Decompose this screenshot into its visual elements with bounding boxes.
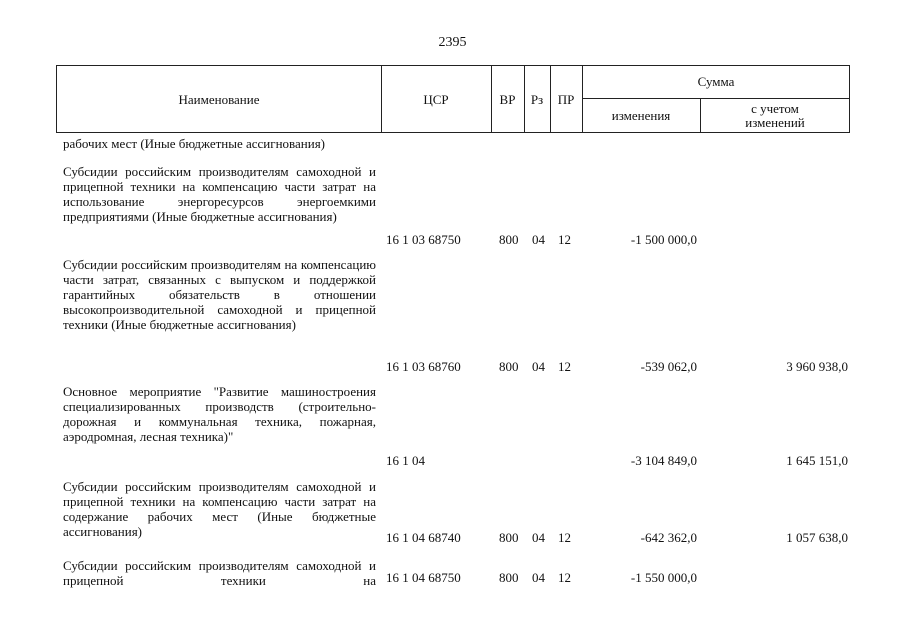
row-rz: 04: [532, 530, 545, 545]
row-csr: 16 1 04: [386, 453, 425, 468]
row-csr: 16 1 03 68750: [386, 232, 461, 247]
header-changes: изменения: [611, 108, 671, 123]
row-total: 3 960 938,0: [786, 359, 848, 374]
row-change: -1 500 000,0: [630, 232, 697, 247]
row-pr: 12: [558, 570, 571, 585]
row-vr: 800: [499, 570, 519, 585]
row-change: -1 550 000,0: [630, 570, 697, 585]
header-with-changes: с учетом изменений: [745, 101, 805, 130]
row-pr: 12: [558, 530, 571, 545]
row-vr: 800: [499, 232, 519, 247]
header-rz: Рз: [530, 92, 544, 107]
row-name: Субсидии российским производителям самоходной и прицепной техники на компенсацию части затрат на использование энергоресурсов энергоемкими предприятиями (Иные бюджетные ассигнования): [63, 164, 376, 224]
row-vr: 800: [499, 359, 519, 374]
row-change: -539 062,0: [640, 359, 697, 374]
row-pr: 12: [558, 359, 571, 374]
row-change: -642 362,0: [640, 530, 697, 545]
row-change: -3 104 849,0: [630, 453, 697, 468]
row-rz: 04: [532, 359, 545, 374]
row-rz: 04: [532, 570, 545, 585]
row-name: Субсидии российским производителям самоходной и прицепной техники на: [63, 558, 376, 588]
header-csr: ЦСР: [423, 92, 449, 107]
row-total: 1 645 151,0: [786, 453, 848, 468]
row-name: Субсидии российским производителям на компенсацию части затрат, связанных с выпуском и поддержкой гарантийных обязательств в отношении высокопроизводительной самоходной и прицепной техники (Иные бюджетные ассигнования): [63, 257, 376, 332]
row-csr: 16 1 03 68760: [386, 359, 461, 374]
page-number: 2395: [438, 35, 467, 50]
header-pr: ПР: [557, 92, 575, 107]
row-name: Субсидии российским производителям самоходной и прицепной техники на компенсацию части затрат на содержание рабочих мест (Иные бюджетные ассигнования): [63, 479, 376, 539]
row-rz: 04: [532, 232, 545, 247]
header-vr: ВР: [499, 92, 516, 107]
row-total: 1 057 638,0: [786, 530, 848, 545]
header-sum: Сумма: [697, 74, 735, 89]
header-name: Наименование: [178, 92, 260, 107]
row-csr: 16 1 04 68750: [386, 570, 461, 585]
table-header: [56, 65, 850, 133]
row-vr: 800: [499, 530, 519, 545]
row-pr: 12: [558, 232, 571, 247]
row-csr: 16 1 04 68740: [386, 530, 461, 545]
row-name: Основное мероприятие "Развитие машиностроения специализированных производств (строительно-дорожная и коммунальная техника, пожарная, аэродромная, лесная техника)": [63, 384, 376, 444]
row-name: рабочих мест (Иные бюджетные ассигнования): [63, 136, 326, 151]
